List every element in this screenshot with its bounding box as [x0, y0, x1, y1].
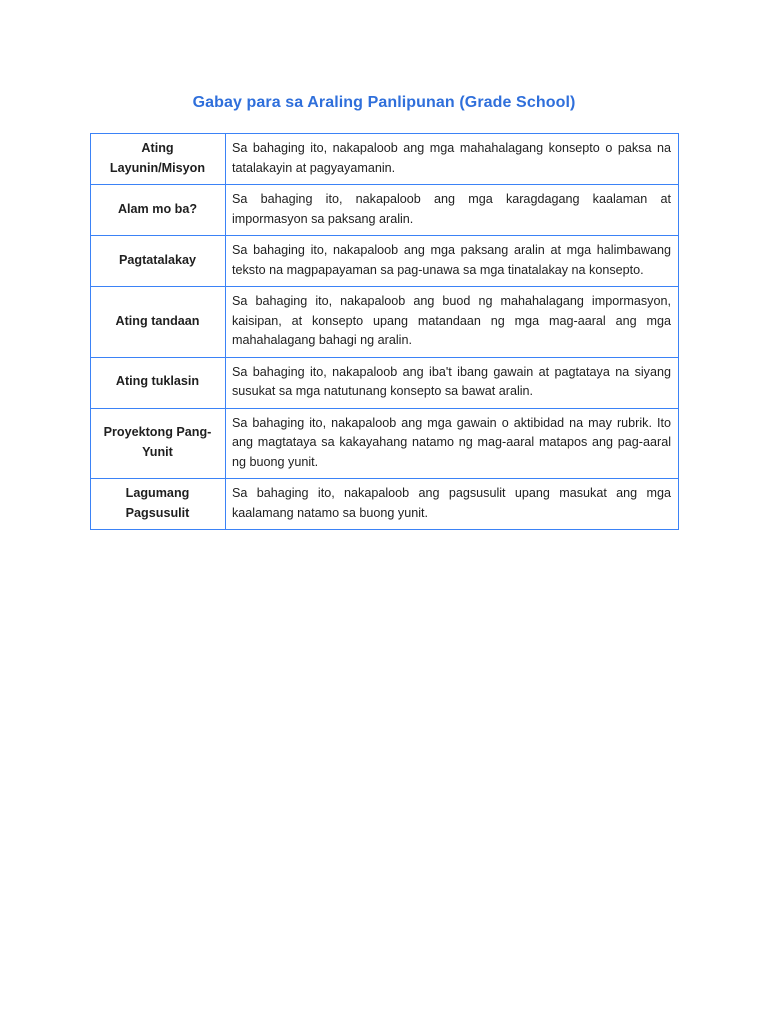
row-label: Pagtatalakay [91, 236, 226, 287]
page-title: Gabay para sa Araling Panlipunan (Grade School) [192, 94, 576, 111]
row-description: Sa bahaging ito, nakapaloob ang iba't ibang gawain at pagtataya na siyang susukat sa mga natutunang konsepto sa bawat aralin. [226, 357, 679, 408]
table-row [91, 408, 679, 479]
row-description: Sa bahaging ito, nakapaloob ang mga gawain o aktibidad na may rubrik. Ito ang magtataya sa kakayahang natamo ng mag-aaral matapos ang pag-aaral ng buong yunit. [226, 408, 679, 479]
row-label: Lagumang Pagsusulit [91, 479, 226, 530]
row-description: Sa bahaging ito, nakapaloob ang mga karagdagang kaalaman at impormasyon sa paksang aralin. [226, 185, 679, 236]
table-row [91, 287, 679, 358]
row-label: Ating tuklasin [91, 357, 226, 408]
row-label: Ating Layunin/Misyon [91, 134, 226, 185]
table-row [91, 479, 679, 530]
row-label: Proyektong Pang-Yunit [91, 408, 226, 479]
row-label: Ating tandaan [91, 287, 226, 358]
table-row [91, 236, 679, 287]
guide-table [90, 133, 679, 530]
row-description: Sa bahaging ito, nakapaloob ang pagsusulit upang masukat ang mga kaalamang natamo sa buong yunit. [226, 479, 679, 530]
table-row [91, 357, 679, 408]
table-row [91, 185, 679, 236]
row-description: Sa bahaging ito, nakapaloob ang buod ng mahahalagang impormasyon, kaisipan, at konsepto upang matandaan ng mga mag-aaral ang mga mahahalagang bahagi ng aralin. [226, 287, 679, 358]
table-row [91, 134, 679, 185]
row-label: Alam mo ba? [91, 185, 226, 236]
row-description: Sa bahaging ito, nakapaloob ang mga mahahalagang konsepto o paksa na tatalakayin at pagyayamanin. [226, 134, 679, 185]
row-description: Sa bahaging ito, nakapaloob ang mga paksang aralin at mga halimbawang teksto na magpapayaman sa pag-unawa sa mga tinatalakay na konsepto. [226, 236, 679, 287]
